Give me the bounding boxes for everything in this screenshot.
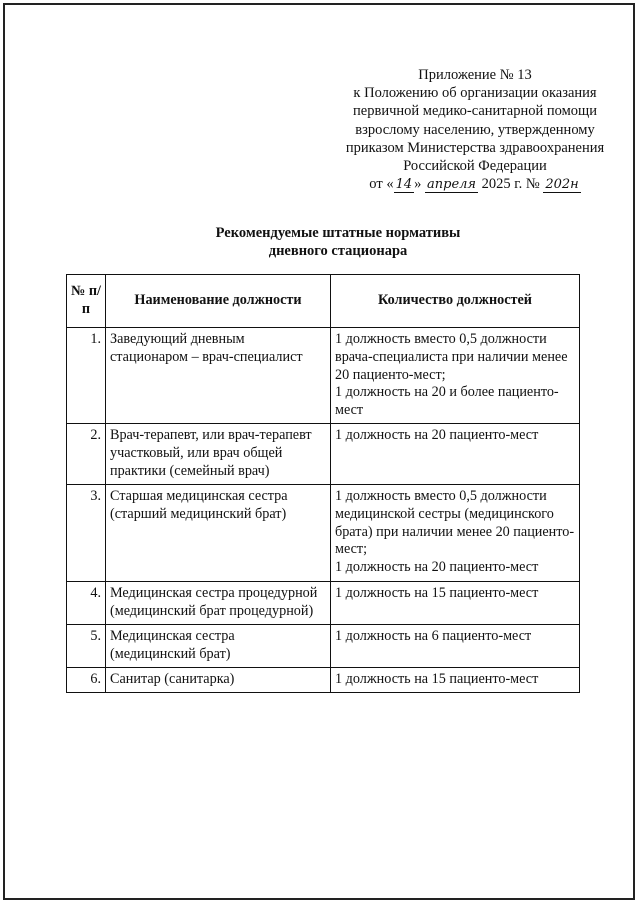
table-row	[67, 484, 580, 581]
position-name: Врач-терапевт, или врач-терапевт участковый, или врач общей практики (семейный врач)	[106, 423, 331, 484]
appendix-line: приказом Министерства здравоохранения	[345, 139, 605, 156]
position-count: 1 должность на 15 пациенто-мест	[331, 667, 580, 692]
appendix-line: Российской Федерации	[403, 158, 547, 175]
date-year: 2025 г. №	[481, 176, 540, 193]
date-prefix: от «	[369, 176, 394, 193]
row-number: 2.	[67, 423, 106, 484]
table-header-row	[67, 275, 580, 328]
handwritten-order-number: 202н	[545, 177, 579, 193]
position-count: 1 должность на 15 пациенто-мест	[331, 581, 580, 624]
title-line-1: Рекомендуемые штатные нормативы	[215, 225, 461, 241]
header-position: Наименование должности	[106, 275, 331, 328]
position-name: Санитар (санитарка)	[106, 667, 331, 692]
position-name: Заведующий дневным стационаром – врач-специалист	[106, 328, 331, 424]
document-title	[60, 224, 616, 260]
date-mid: »	[414, 176, 422, 193]
row-number: 6.	[67, 667, 106, 692]
table-row	[67, 423, 580, 484]
position-count: 1 должность вместо 0,5 должности врача-специалиста при наличии менее 20 пациенто-мест; 1 должность на 20 и более пациенто- мест	[331, 328, 580, 424]
row-number: 3.	[67, 484, 106, 581]
title-line-2: дневного стационара	[268, 243, 408, 259]
row-number: 5.	[67, 624, 106, 667]
appendix-line: Приложение № 13	[418, 67, 532, 83]
table-row	[67, 581, 580, 624]
appendix-line: взрослому населению, утвержденному	[355, 121, 595, 138]
row-number: 4.	[67, 581, 106, 624]
appendix-line: первичной медико-санитарной помощи	[353, 103, 597, 120]
handwritten-day: 14	[395, 177, 413, 193]
header-count: Количество должностей	[331, 275, 580, 328]
order-date-line	[330, 175, 620, 194]
table-row	[67, 328, 580, 424]
appendix-block	[330, 66, 620, 194]
position-name: Медицинская сестра (медицинский брат)	[106, 624, 331, 667]
handwritten-month: апреля	[427, 177, 477, 193]
table-row	[67, 624, 580, 667]
staffing-table	[66, 274, 580, 693]
row-number: 1.	[67, 328, 106, 424]
appendix-line: к Положению об организации оказания	[353, 85, 597, 102]
position-name: Старшая медицинская сестра (старший медицинский брат)	[106, 484, 331, 581]
table-row	[67, 667, 580, 692]
position-count: 1 должность вместо 0,5 должности медицинской сестры (медицинского брата) при наличии менее 20 пациенто- мест; 1 должность на 20 пациенто-мест	[331, 484, 580, 581]
position-count: 1 должность на 20 пациенто-мест	[331, 423, 580, 484]
position-count: 1 должность на 6 пациенто-мест	[331, 624, 580, 667]
position-name: Медицинская сестра процедурной (медицинский брат процедурной)	[106, 581, 331, 624]
header-number: № п/п	[67, 275, 106, 328]
